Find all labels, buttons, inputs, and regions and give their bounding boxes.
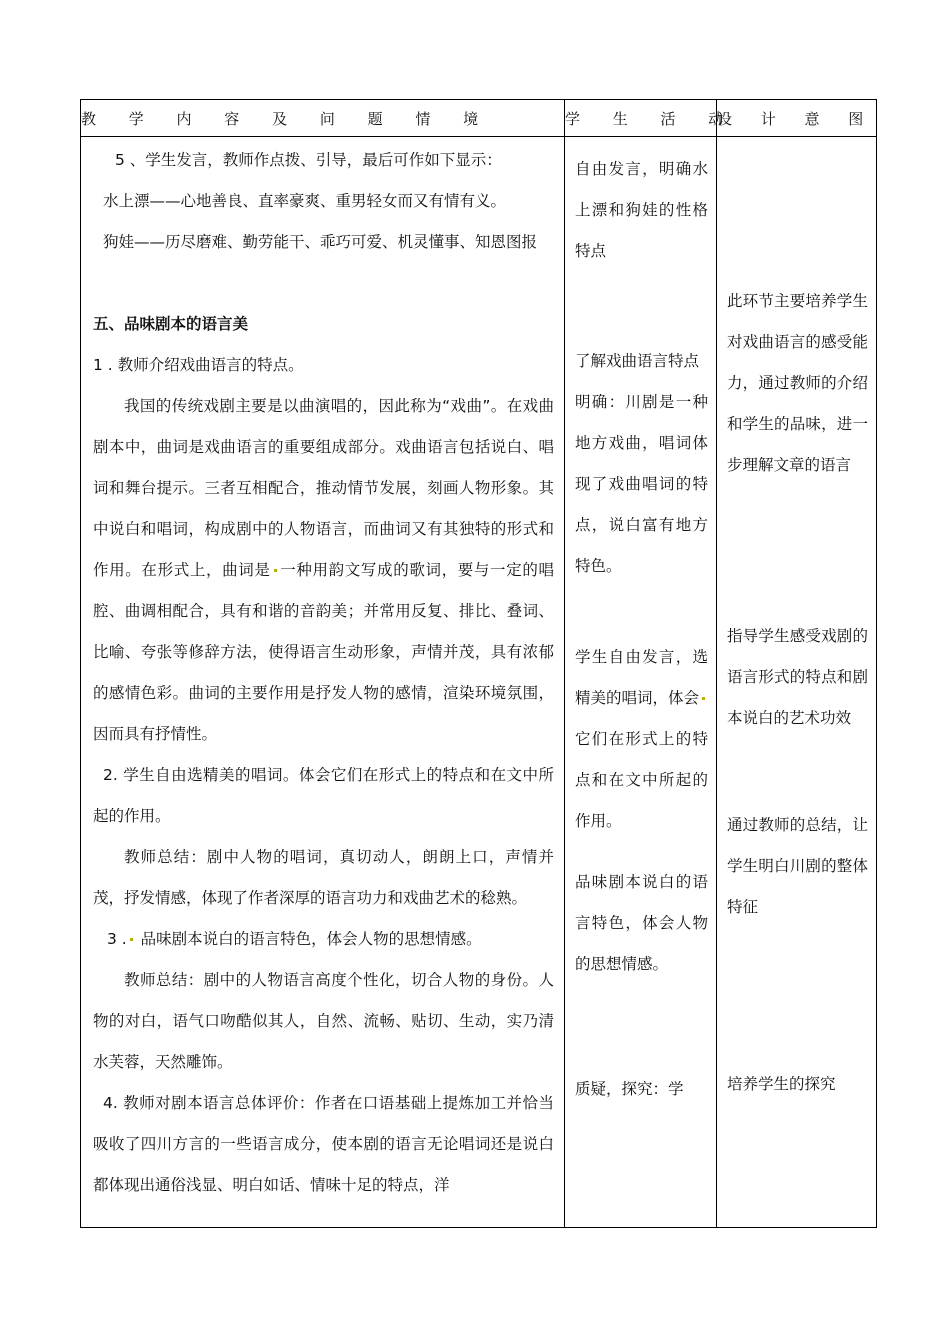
activity-note: 学生自由发言，选精美的唱词，体会它们在形式上的特点和在文中所起的作用。 (575, 648, 708, 830)
header-content: 教 学 内 容 及 问 题 情 境 (81, 100, 565, 137)
table-header-row (81, 100, 877, 137)
activity-note: 明确：川剧是一种地方戏曲，唱词体现了戏曲唱词的特点，说白富有地方特色。 (575, 393, 708, 575)
content-paragraph: 4. 教师对剧本语言总体评价：作者在口语基础上提炼加工并恰当吸收了四川方言的一些语言成分，使本剧的语言无论唱词还是说白都体现出通俗浅显、明白如话、情味十足的特点，洋 (93, 1094, 554, 1194)
content-paragraph: 2. 学生自由选精美的唱词。体会它们在形式上的特点和在文中所起的作用。 (93, 766, 554, 825)
intent-note: 通过教师的总结，让学生明白川剧的整体特征 (727, 816, 868, 916)
content-cell (81, 137, 565, 1228)
content-paragraph: 我国的传统戏剧主要是以曲演唱的，因此称为“戏曲”。在戏曲剧本中，曲词是戏曲语言的重要组成部分。戏曲语言包括说白、唱词和舞台提示。三者互相配合，推动情节发展，刻画人物形象。其中说白和唱词，构成剧中的人物语言，而曲词又有其独特的形式和作用。在形式上，曲词是 一种用韵文写成的歌词，要与一定的唱腔、曲调相配合，具有和谐的音韵美；并常用反复、排比、叠词、比喻、夸张等修辞方法，使得语言生动形象，声情并茂，具有浓郁的感情色彩。曲词的主要作用是抒发人物的感情，渲染环境氛围，因而具有抒情性。 (93, 397, 554, 743)
content-paragraph: 教师总结：剧中的人物语言高度个性化，切合人物的身份。人物的对白，语气口吻酷似其人，自然、流畅、贴切、生动，实乃清水芙蓉，天然雕饰。 (93, 971, 554, 1071)
content-paragraph: 1 . 教师介绍戏曲语言的特点。 (93, 356, 304, 374)
content-paragraph: 水上漂——心地善良、直率豪爽、重男轻女而又有情有义。 (103, 192, 507, 210)
content-paragraph: 教师总结：剧中人物的唱词，真切动人，朗朗上口，声情并茂，抒发情感，体现了作者深厚的语言功力和戏曲艺术的稔熟。 (93, 848, 554, 907)
activity-note: 自由发言，明确水上漂和狗娃的性格特点 (575, 160, 708, 260)
lesson-table (80, 99, 877, 1228)
intent-cell (717, 137, 877, 1228)
table-body-row (81, 137, 877, 1228)
activity-note: 了解戏曲语言特点 (575, 352, 700, 370)
activity-cell (565, 137, 717, 1228)
content-paragraph: 3 . 品味剧本说白的语言特色，体会人物的思想情感。 (107, 930, 482, 948)
header-intent: 设 计 意 图 (717, 100, 877, 137)
activity-note: 品味剧本说白的语言特色，体会人物的思想情感。 (575, 873, 708, 973)
highlight-dot (274, 569, 277, 572)
activity-note: 质疑，探究：学 (575, 1080, 684, 1098)
intent-note: 此环节主要培养学生对戏曲语言的感受能力，通过教师的介绍和学生的品味，进一步理解文章的语言 (727, 292, 868, 474)
content-paragraph: 狗娃——历尽磨难、勤劳能干、乖巧可爱、机灵懂事、知恩图报 (103, 233, 538, 251)
intent-note: 培养学生的探究 (727, 1075, 836, 1093)
content-paragraph: 5 、学生发言，教师作点拨、引导，最后可作如下显示： (115, 151, 502, 169)
section-heading: 五、品味剧本的语言美 (93, 315, 249, 333)
intent-note: 指导学生感受戏剧的语言形式的特点和剧本说白的艺术功效 (727, 627, 868, 727)
header-activity: 学 生 活 动 (565, 100, 717, 137)
highlight-dot (702, 697, 705, 700)
highlight-dot (130, 938, 133, 941)
